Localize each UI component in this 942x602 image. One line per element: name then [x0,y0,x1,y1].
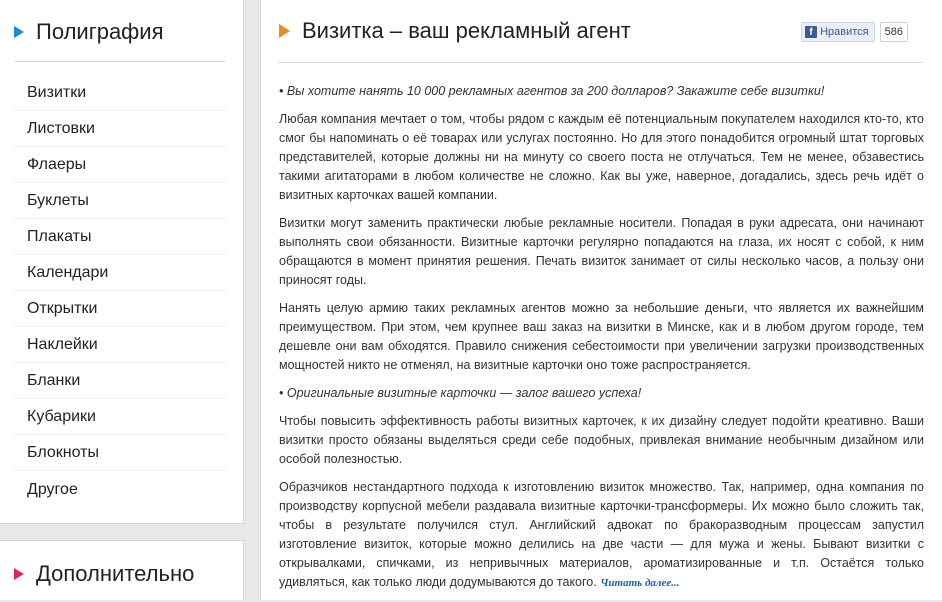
sidebar-item-otkrytki[interactable]: Открытки [14,292,226,327]
like-count: 586 [880,22,908,42]
sidebar-item-kubariki[interactable]: Кубарики [14,400,226,435]
facebook-like-widget [801,22,908,42]
sidebar-item-bloknoty[interactable]: Блокноты [14,436,226,471]
paragraph: Любая компания мечтает о том, чтобы рядом с каждым её потенциальным покупателем находился кто-то, кто смог бы напоминать о её товарах или услугах постоянно. Но для этого понадобится огромный штат торговых представителей, которые должны ни на минуту со своего поста не отлучаться. Тем не менее, обзавестись такими агитаторами в любом количестве не сложно. Как вы уже, наверное, догадались, здесь речь идёт о визитных карточках вашей компании. [279,112,924,202]
sidebar-heading2-text: Дополнительно [36,561,195,586]
article-body [279,82,924,602]
divider [14,61,226,62]
page-title [279,18,631,44]
sidebar-item-kalendari[interactable]: Календари [14,256,226,291]
sidebar-item-nakleyki[interactable]: Наклейки [14,328,226,363]
triangle-bullet-icon [14,568,24,580]
sidebar-additional [0,540,244,600]
triangle-bullet-icon [279,24,290,38]
facebook-like-button[interactable] [801,22,875,42]
divider [278,62,924,63]
sidebar-heading-text: Полиграфия [36,19,164,44]
sidebar-item-drugoe[interactable]: Другое [27,480,78,498]
lead-paragraph: • Оригинальные визитные карточки — залог вашего успеха! [279,386,642,400]
sidebar-heading [14,18,164,46]
read-more-link[interactable]: Читать далее... [600,577,680,589]
paragraph-last [279,478,924,593]
paragraph-text: Образчиков нестандартного подхода к изготовлению визиток множество. Так, например, одна компания по производству корпусной мебели раздавала визитные карточки-трансформеры. Их можно было сложить так, чтобы в результате получился стул. Английский адвокат по бракоразводным процессам запустил изготовление визиток, которые можно делились на две части — для мужа и жены. Бывают визитки с открывалками, спичками, из непривычных материалов, ароматизированные и т.п. Остаётся только удивляться, как только люди додумываются до такого. [279,480,924,589]
paragraph: Визитки могут заменить практически любые рекламные носители. Попадая в руки адресата, они начинают выполнять свои обязанности. Визитные карточки регулярно попадаются на глаза, их носят с собой, к ним обращаются в момент принятия решения. Печать визиток занимает от силы несколько часов, а пользу они приносят годы. [279,216,924,287]
sidebar-item-buklety[interactable]: Буклеты [14,184,226,219]
page-title-text: Визитка – ваш рекламный агент [302,18,631,43]
sidebar-item-vizitki[interactable]: Визитки [14,76,226,111]
sidebar-heading-additional [14,561,194,587]
main-content [260,0,942,600]
sidebar-item-plakaty[interactable]: Плакаты [14,220,226,255]
triangle-bullet-icon [14,26,24,38]
like-label: Нравится [820,26,869,38]
sidebar-item-listovki[interactable]: Листовки [14,112,226,147]
sidebar-item-blanki[interactable]: Бланки [14,364,226,399]
paragraph: Чтобы повысить эффективность работы визитных карточек, к их дизайну следует подойти креативно. Ваши визитки просто обязаны выделяться среди себе подобных, привлекая внимание необычным дизайном или особой полезностью. [279,414,924,466]
paragraph: Нанять целую армию таких рекламных агентов можно за небольшие деньги, что является их важнейшим преимуществом. При этом, чем крупнее ваш заказ на визитки в Минске, как и в любом другом городе, тем дешевле они вам обходятся. Правило снижения себестоимости при увеличении загрузки производственных мощностей никто не отменял, на визитные карточки оно тоже распространяется. [279,301,924,372]
facebook-icon: f [805,26,817,38]
sidebar-menu [14,76,226,508]
sidebar-item-flaery[interactable]: Флаеры [14,148,226,183]
sidebar [0,0,244,524]
lead-paragraph: • Вы хотите нанять 10 000 рекламных агентов за 200 долларов? Закажите себе визитки! [279,84,825,98]
